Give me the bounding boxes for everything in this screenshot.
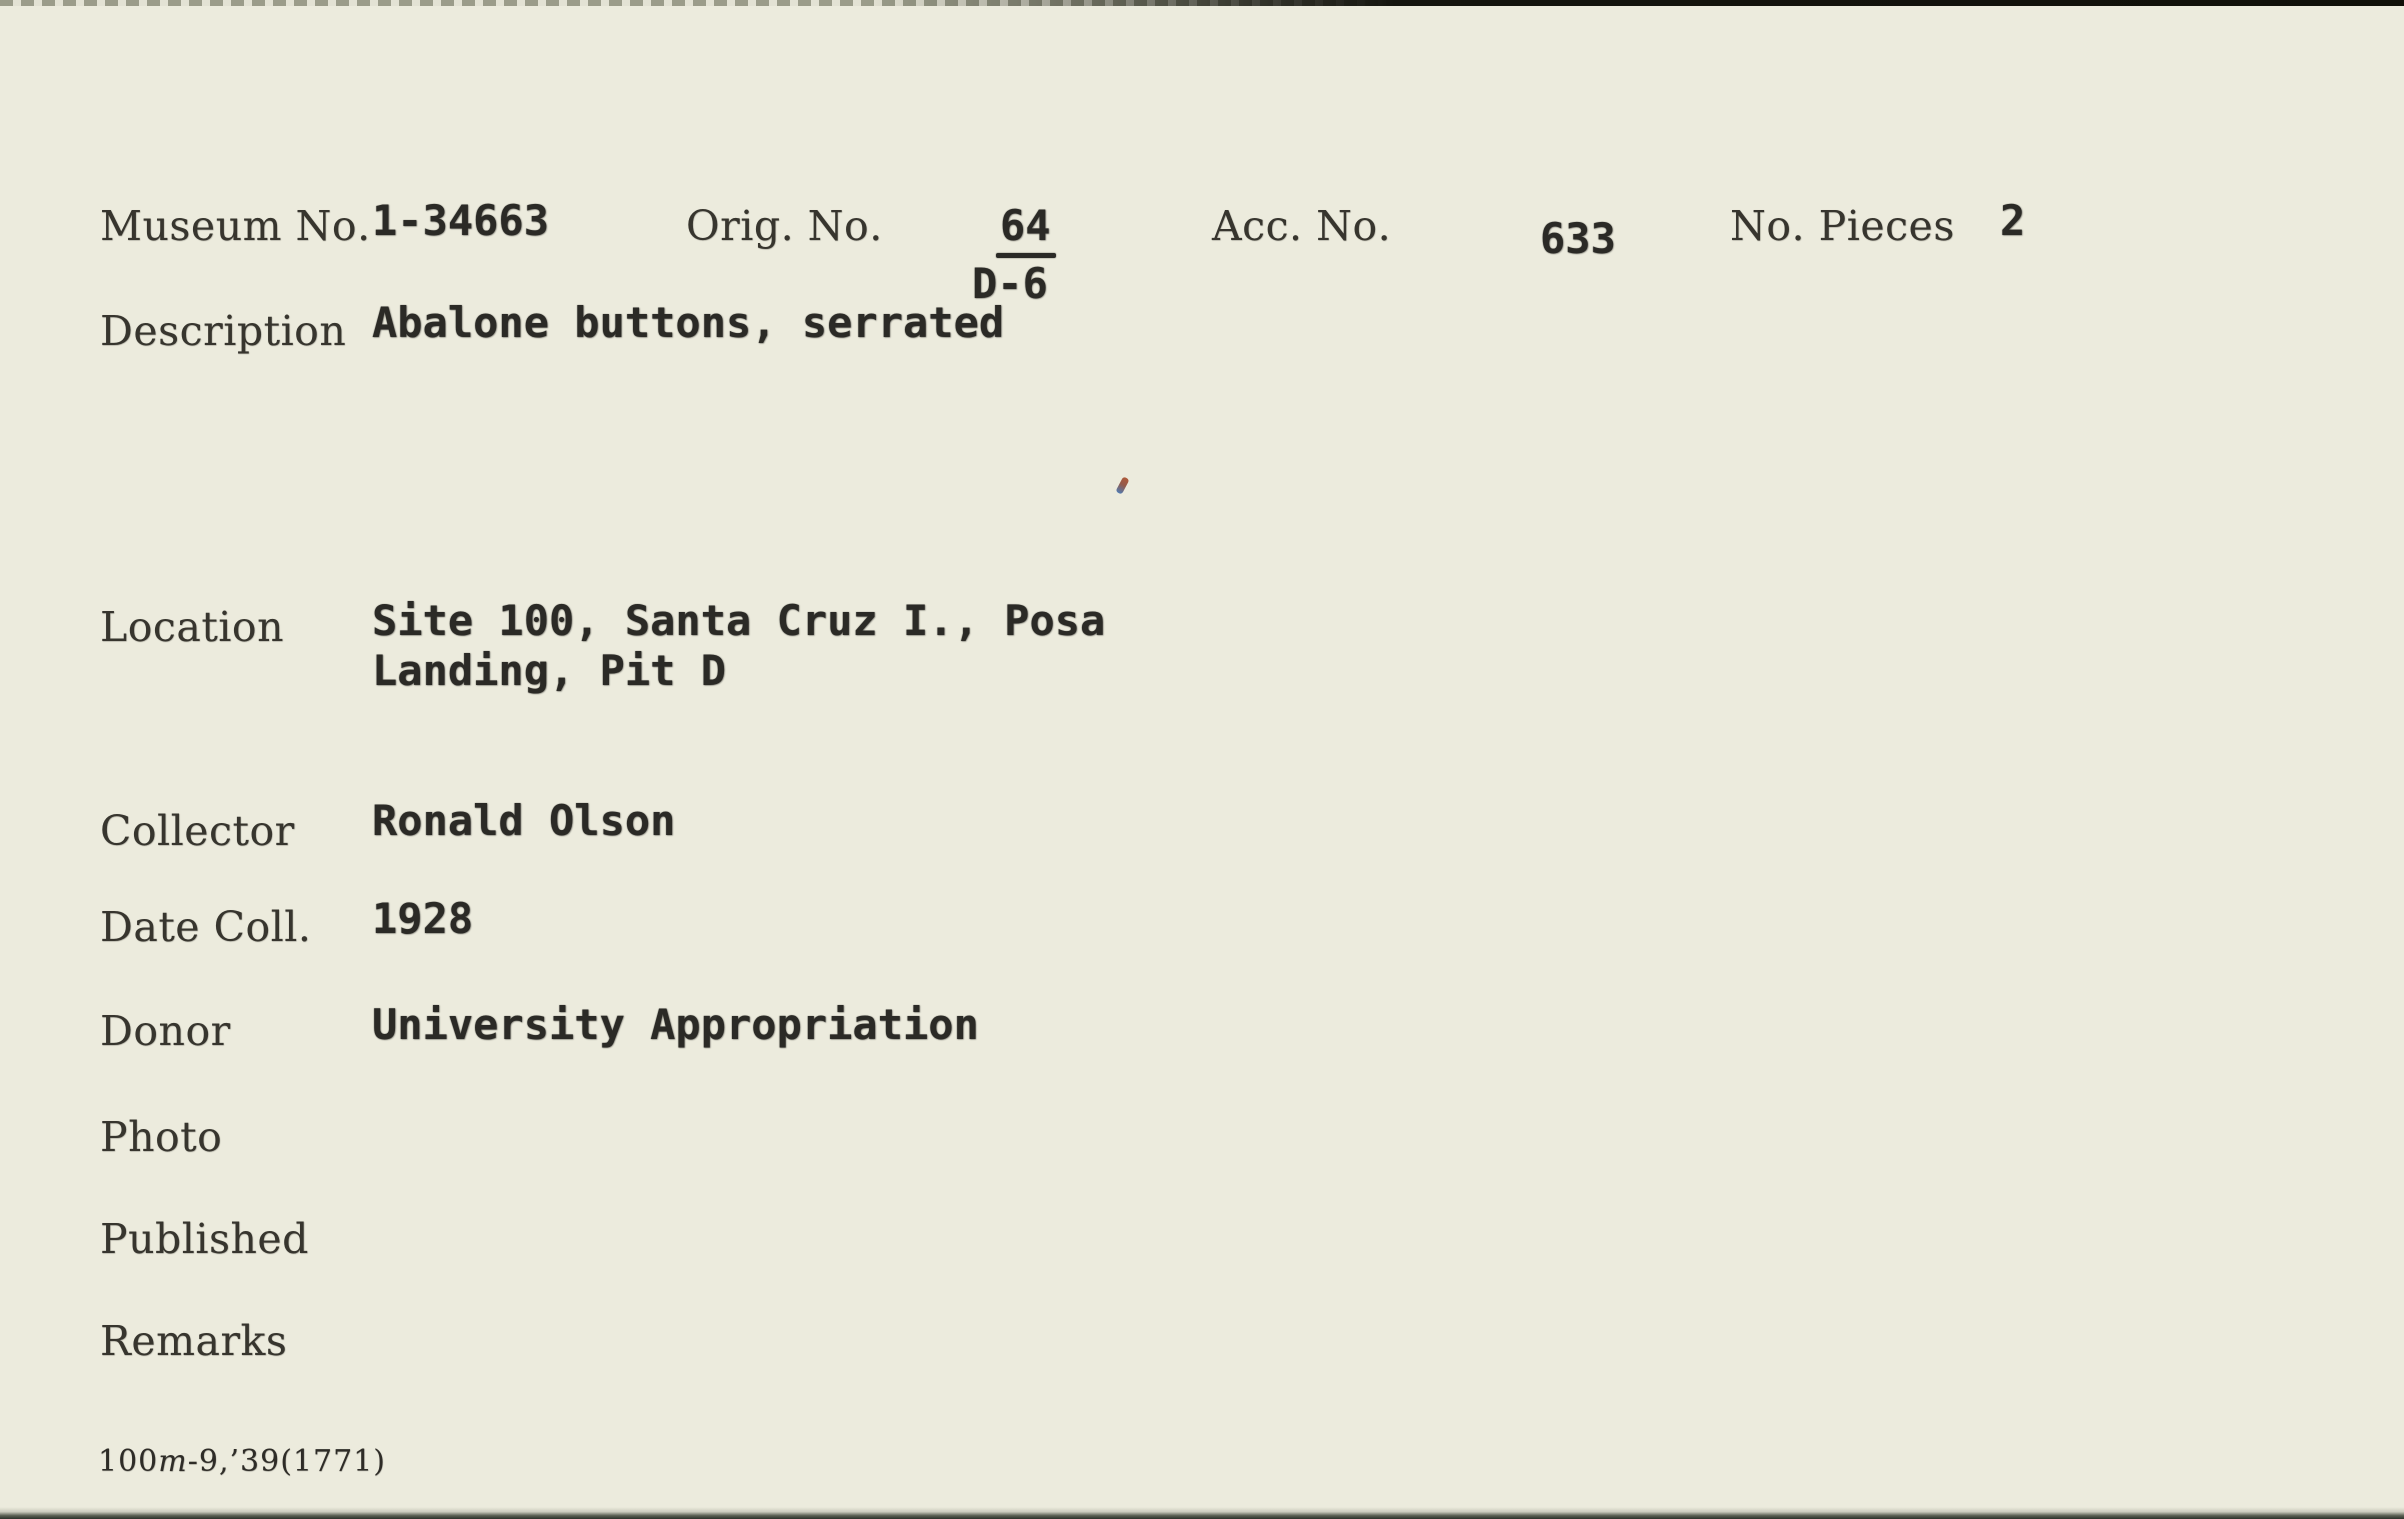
- field-label-remarks: Remarks: [100, 1317, 288, 1365]
- field-value-location: [372, 596, 1105, 696]
- field-label-orig-no: Orig. No.: [686, 202, 883, 250]
- field-value-date-coll: 1928: [372, 894, 474, 943]
- field-label-published: Published: [100, 1215, 309, 1263]
- field-label-collector: Collector: [100, 807, 295, 855]
- location-line-1: Site 100, Santa Cruz I., Posa: [372, 596, 1106, 645]
- orig-no-denominator: D-6: [972, 259, 1048, 309]
- orig-no-numerator: 64: [1000, 201, 1051, 250]
- field-label-museum-no: Museum No.: [100, 202, 371, 250]
- print-code-suffix: -9,’39(1771): [187, 1444, 386, 1479]
- scan-top-edge-artifact: [0, 0, 2404, 6]
- print-code: [98, 1444, 386, 1479]
- field-label-location: Location: [100, 603, 284, 651]
- location-line-2: Landing, Pit D: [372, 646, 727, 695]
- print-code-prefix: 100: [98, 1444, 159, 1479]
- print-code-italic-m: m: [158, 1444, 188, 1479]
- field-value-acc-no: 633: [1540, 214, 1616, 263]
- field-label-description: Description: [100, 307, 347, 355]
- field-label-date-coll: Date Coll.: [100, 903, 312, 951]
- field-value-description: Abalone buttons, serrated: [372, 298, 1005, 347]
- field-value-donor: University Appropriation: [372, 1000, 979, 1049]
- field-value-orig-no: [972, 203, 1056, 307]
- field-value-collector: Ronald Olson: [372, 796, 676, 845]
- field-label-photo: Photo: [100, 1113, 223, 1161]
- orig-no-fraction-bar: [996, 253, 1056, 258]
- paper-fleck: [1115, 476, 1129, 494]
- field-value-museum-no: 1-34663: [372, 196, 550, 245]
- field-value-no-pieces: 2: [2000, 196, 2026, 245]
- scan-bottom-edge-artifact: [0, 1507, 2404, 1519]
- field-label-donor: Donor: [100, 1007, 231, 1055]
- field-label-acc-no: Acc. No.: [1212, 202, 1392, 250]
- field-label-no-pieces: No. Pieces: [1730, 202, 1955, 250]
